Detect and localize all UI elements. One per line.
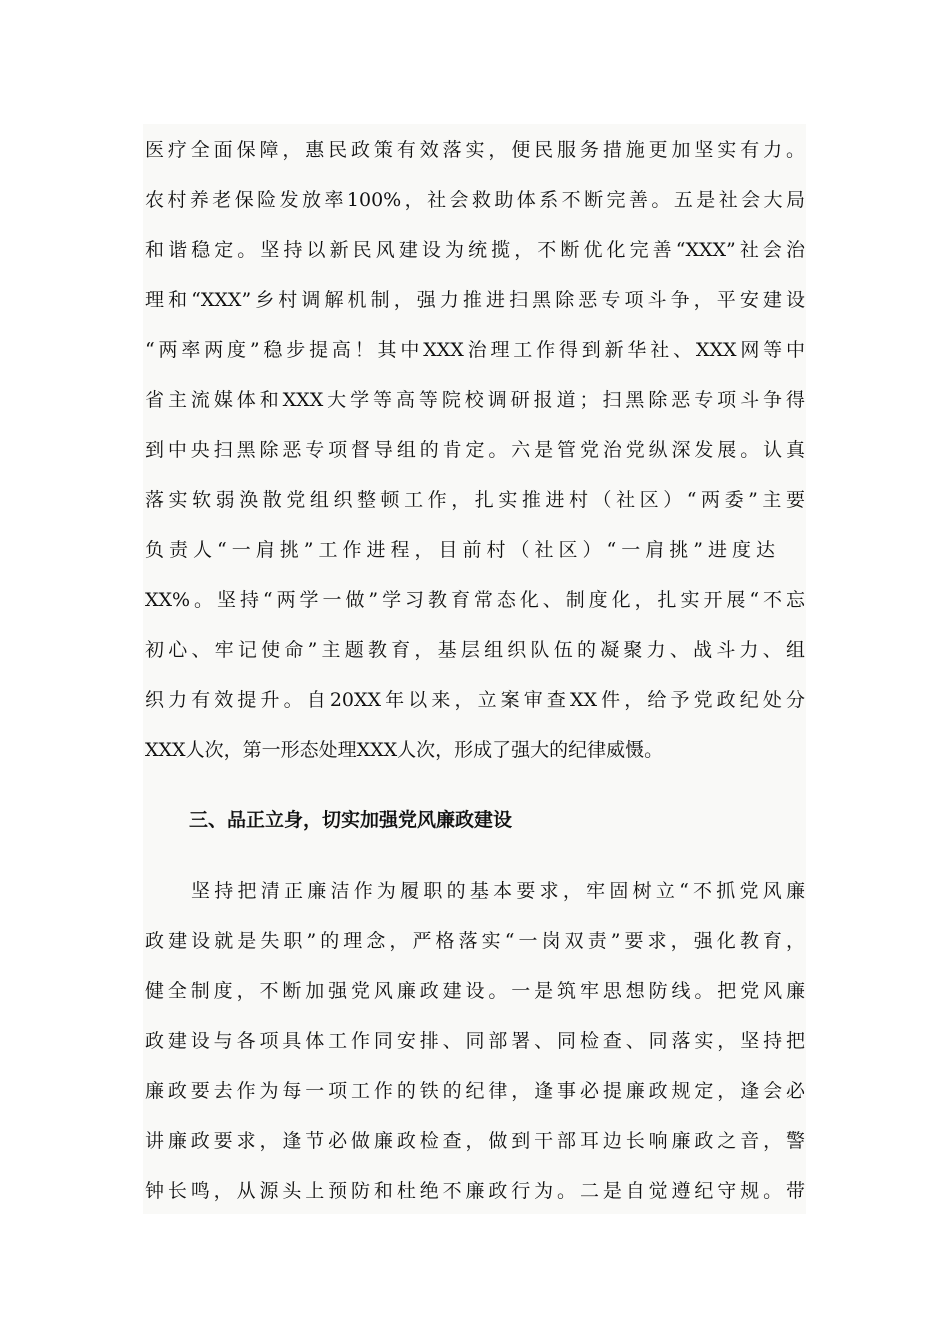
paragraph-line: “两率两度”稳步提高！其中XXX治理工作得到新华社、XXX网等中 — [145, 339, 805, 361]
paragraph-line: XXX人次，第一形态处理XXX人次，形成了强大的纪律威慑。 — [145, 739, 664, 761]
paragraph-line: 廉政要去作为每一项工作的铁的纪律，逢事必提廉政规定，逢会必 — [145, 1080, 805, 1102]
paragraph-line: 负责人“一肩挑”工作进程，目前村（社区）“一肩挑”进度达 — [145, 539, 775, 561]
paragraph-line: 钟长鸣，从源头上预防和杜绝不廉政行为。二是自觉遵纪守规。带 — [145, 1180, 805, 1202]
paragraph-line: 初心、牢记使命”主题教育，基层组织队伍的凝聚力、战斗力、组 — [145, 639, 805, 661]
section-heading: 三、品正立身，切实加强党风廉政建设 — [189, 809, 513, 831]
paragraph-line: 政建设与各项具体工作同安排、同部署、同检查、同落实，坚持把 — [145, 1030, 805, 1052]
paragraph-line: XX%。坚持“两学一做”学习教育常态化、制度化，扎实开展“不忘 — [145, 589, 805, 611]
paragraph-line: 坚持把清正廉洁作为履职的基本要求，牢固树立“不抓党风廉 — [191, 880, 805, 902]
paragraph-line: 织力有效提升。自20XX年以来，立案审查XX件，给予党政纪处分 — [145, 689, 805, 711]
paragraph-line: 健全制度，不断加强党风廉政建设。一是筑牢思想防线。把党风廉 — [145, 980, 805, 1002]
paragraph-line: 和谐稳定。坚持以新民风建设为统揽，不断优化完善“XXX”社会治 — [145, 239, 805, 261]
paragraph-line: 农村养老保险发放率100%，社会救助体系不断完善。五是社会大局 — [145, 189, 805, 211]
paragraph-line: 落实软弱涣散党组织整顿工作，扎实推进村（社区）“两委”主要 — [145, 489, 805, 511]
paragraph-line: 到中央扫黑除恶专项督导组的肯定。六是管党治党纵深发展。认真 — [145, 439, 805, 461]
paragraph-line: 医疗全面保障，惠民政策有效落实，便民服务措施更加坚实有力。 — [145, 139, 805, 161]
paragraph-line: 讲廉政要求，逢节必做廉政检查，做到干部耳边长响廉政之音，警 — [145, 1130, 805, 1152]
paragraph-line: 省主流媒体和XXX大学等高等院校调研报道；扫黑除恶专项斗争得 — [145, 389, 805, 411]
paragraph-line: 理和“XXX”乡村调解机制，强力推进扫黑除恶专项斗争，平安建设 — [145, 289, 805, 311]
paragraph-line: 政建设就是失职”的理念，严格落实“一岗双责”要求，强化教育， — [145, 930, 805, 952]
